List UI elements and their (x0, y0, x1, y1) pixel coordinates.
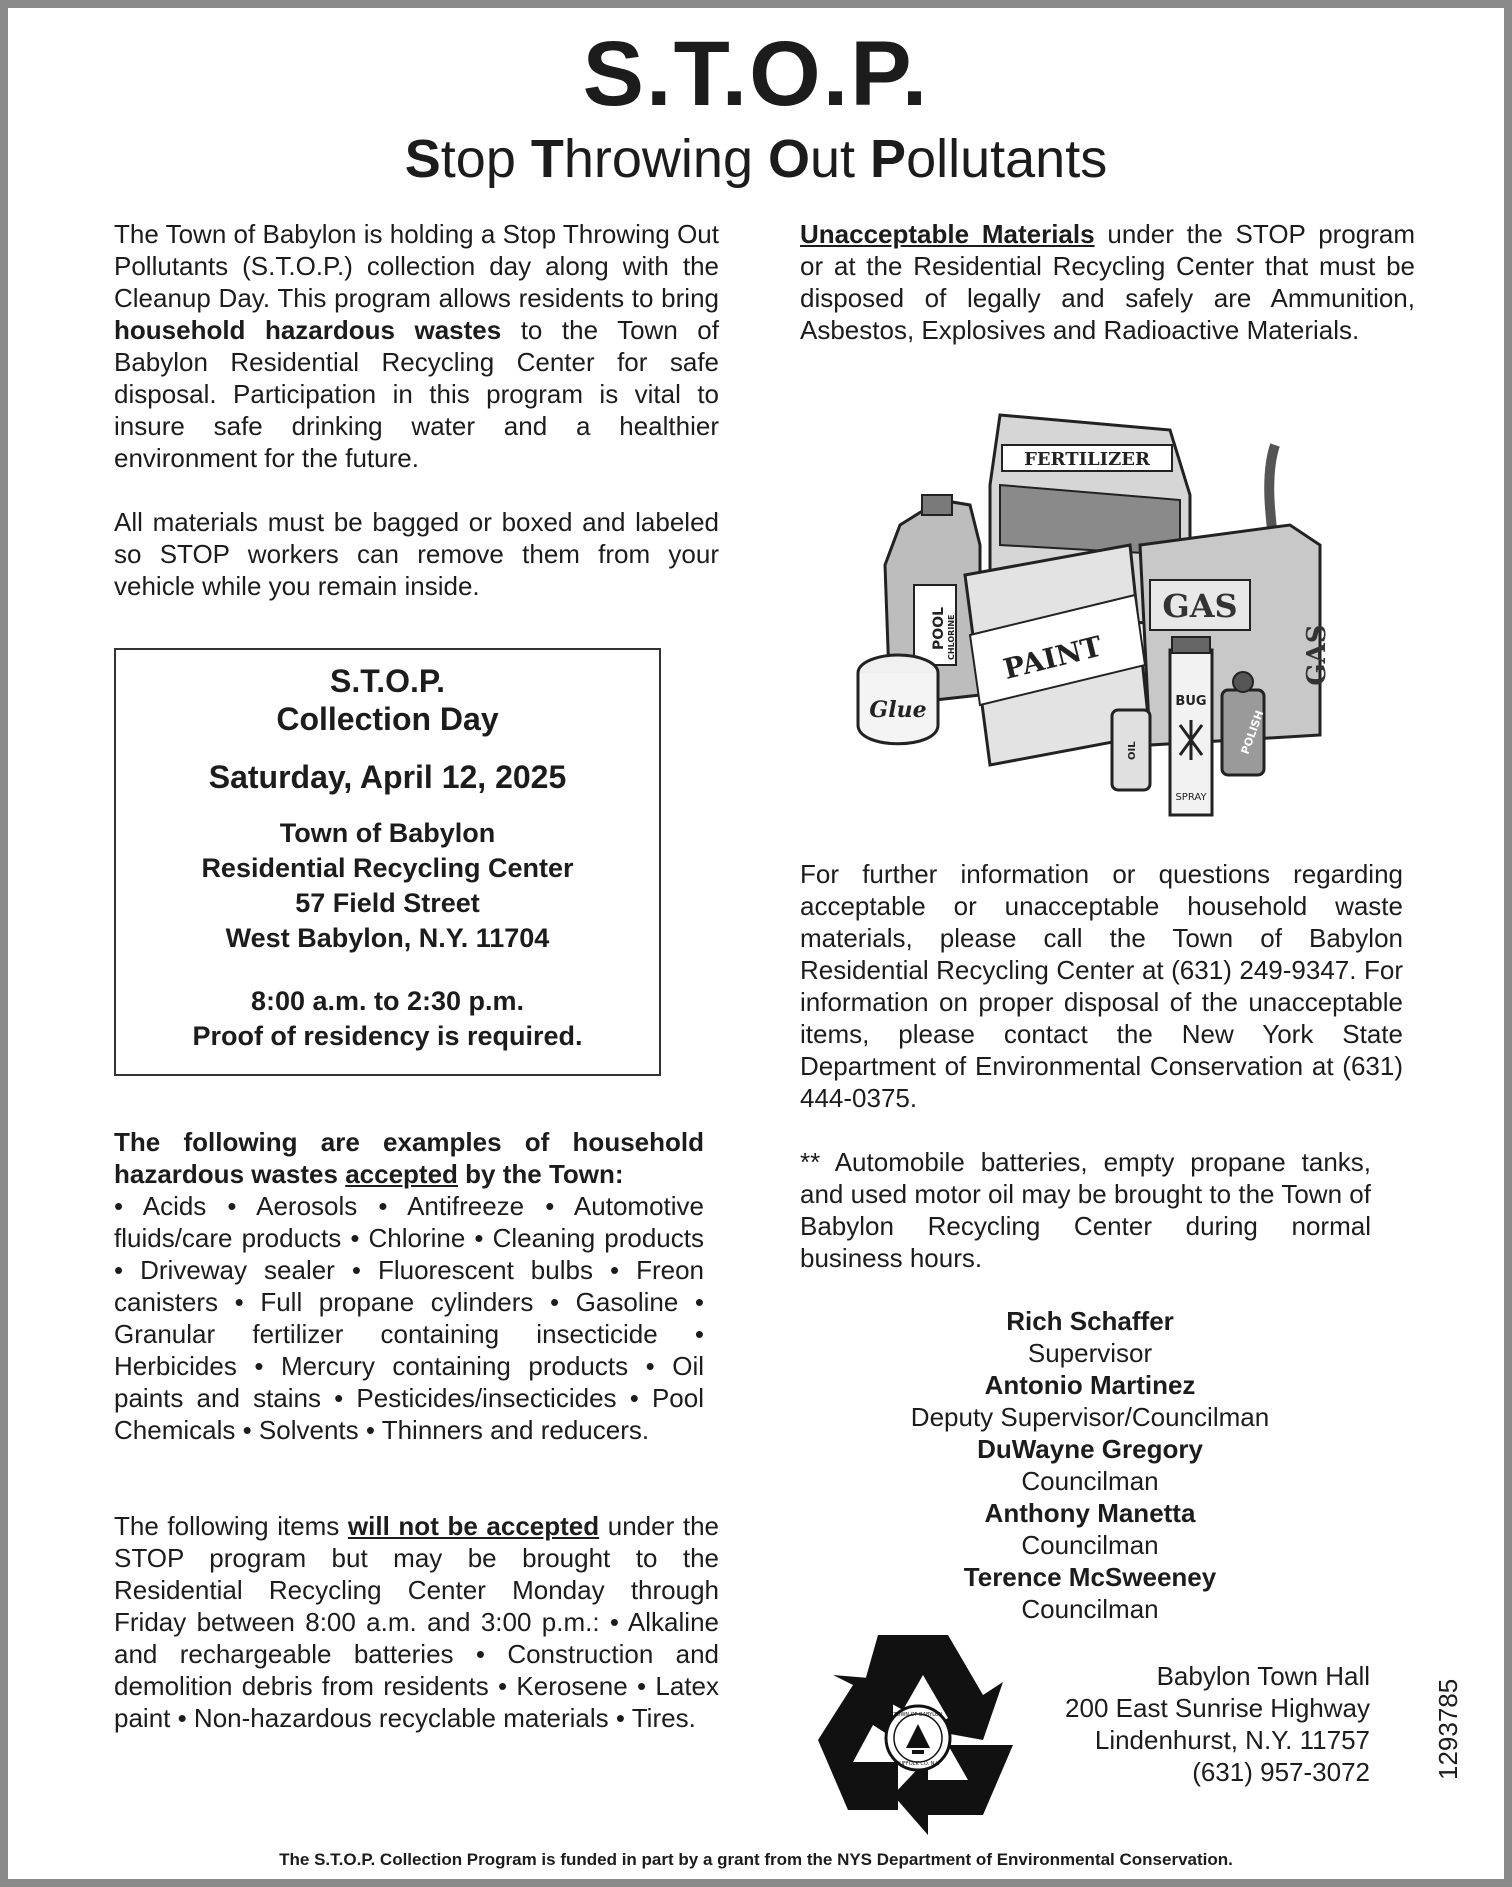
town-seal (886, 1706, 950, 1770)
collection-day-box (114, 648, 661, 1076)
bagging-paragraph: All materials must be bagged or boxed and labeled so STOP workers can remove them from your vehicle while you remain inside. (114, 507, 719, 601)
address-line: Babylon Town Hall (1156, 1661, 1370, 1691)
address-phone: (631) 957-3072 (1192, 1757, 1370, 1787)
svg-text:SPRAY: SPRAY (1175, 792, 1207, 803)
svg-text:FERTILIZER: FERTILIZER (1024, 449, 1150, 470)
automobile-note-section (800, 1146, 1371, 1274)
hazardous-products-illustration (850, 405, 1350, 835)
address-line: 200 East Sunrise Highway (1065, 1693, 1370, 1723)
accepted-heading: The following are examples of household hazardous wastes accepted by the Town: (114, 1127, 704, 1189)
unacceptable-section (800, 218, 1415, 346)
recycle-icon (808, 1620, 1028, 1840)
svg-text:BUG: BUG (1175, 694, 1207, 709)
ad-code: 1293785 (1433, 1678, 1463, 1780)
page-title: S.T.O.P. (582, 23, 930, 125)
page-subtitle: Stop Throwing Out Pollutants (404, 129, 1108, 189)
box-title: S.T.O.P. (329, 663, 445, 699)
unacceptable-paragraph: Unacceptable Materials under the STOP program or at the Residential Recycling Center that must be disposed of legally and safely are Ammunition, Asbestos, Explosives and Radioactive Materials. (800, 219, 1416, 345)
svg-text:OIL: OIL (1127, 741, 1138, 760)
official-title: Councilman (1021, 1466, 1159, 1496)
svg-text:GAS: GAS (1302, 624, 1332, 686)
svg-text:Glue: Glue (869, 697, 927, 723)
svg-text:GAS: GAS (1162, 587, 1238, 625)
location-line: West Babylon, N.Y. 11704 (225, 923, 550, 953)
location-line: 57 Field Street (295, 888, 480, 918)
official-title: Councilman (1021, 1530, 1159, 1560)
address-line: Lindenhurst, N.Y. 11757 (1094, 1725, 1370, 1755)
svg-text:TOWN OF BABYLON: TOWN OF BABYLON (893, 1712, 943, 1718)
collection-date: Saturday, April 12, 2025 (208, 759, 567, 795)
bug-spray-can (1170, 637, 1212, 815)
svg-text:SUFFOLK CO. N.Y.: SUFFOLK CO. N.Y. (896, 1761, 940, 1767)
official-name: Anthony Manetta (984, 1498, 1196, 1528)
automobile-note: ** Automobile batteries, empty propane tanks, and used motor oil may be brought to the Town of Babylon Recycling Center during normal business hours. (800, 1147, 1371, 1273)
info-section (800, 858, 1403, 1114)
not-accepted-section (114, 1510, 719, 1734)
location-line: Residential Recycling Center (201, 853, 574, 883)
official-name: Antonio Martinez (984, 1370, 1196, 1400)
svg-text:POLISH: POLISH (1238, 708, 1267, 757)
glue-roll (858, 655, 938, 744)
funding-footer: The S.T.O.P. Collection Program is funded in part by a grant from the NYS Department of Environmental Conservation. (279, 1850, 1233, 1869)
collection-hours: 8:00 a.m. to 2:30 p.m. (250, 986, 525, 1016)
info-paragraph: For further information or questions regarding acceptable or unacceptable household waste materials, please call the Town of Babylon Residential Recycling Center at (631) 249-9347. For information on proper disposal of the unacceptable items, please contact the New York State Department of Environmental Conservation at (631) 444-0375. (800, 859, 1403, 1113)
accepted-items: • Acids • Aerosols • Antifreeze • Automotive fluids/care products • Chlorine • Cleaning products • Driveway sealer • Fluorescent bulbs • Freon canisters • Full propane cylinders • Gasoline • Granular fertilizer containing insecticide • Herbicides • Mercury containing products • Oil paints and stains • Pesticides/insecticides • Pool Chemicals • Solvents • Thinners and reducers. (114, 1191, 704, 1445)
box-subtitle: Collection Day (276, 701, 499, 737)
svg-text:POOL: POOL (931, 607, 947, 650)
official-title: Councilman (1021, 1594, 1159, 1624)
official-title: Supervisor (1027, 1338, 1153, 1368)
residency-note: Proof of residency is required. (192, 1021, 583, 1051)
town-hall-address (1020, 1660, 1370, 1788)
officials-list (880, 1305, 1300, 1625)
official-name: Terence McSweeney (963, 1562, 1217, 1592)
intro-section (114, 218, 719, 602)
svg-text:CHLORINE: CHLORINE (947, 614, 956, 660)
official-name: Rich Schaffer (1006, 1306, 1174, 1336)
svg-text:PAINT: PAINT (1000, 629, 1106, 686)
accepted-section (114, 1126, 704, 1446)
location-line: Town of Babylon (279, 818, 496, 848)
official-title: Deputy Supervisor/Councilman (910, 1402, 1270, 1432)
oil-can (1112, 710, 1150, 790)
not-accepted-paragraph: The following items will not be accepted under the STOP program but may be brought to the Residential Recycling Center Monday through Friday between 8:00 a.m. and 3:00 p.m.: • Alkaline and rechargeable batteries • Construction and demolition debris from residents • Kerosene • Latex paint • Non-hazardous recyclable materials • Tires. (114, 1511, 719, 1733)
intro-paragraph: The Town of Babylon is holding a Stop Throwing Out Pollutants (S.T.O.P.) collection day along with the Cleanup Day. This program allows residents to bring household hazardous wastes to the Town of Babylon Residential Recycling Center for safe disposal. Participation in this program is vital to insure safe drinking water and a healthier environment for the future. (114, 219, 719, 473)
official-name: DuWayne Gregory (977, 1434, 1203, 1464)
